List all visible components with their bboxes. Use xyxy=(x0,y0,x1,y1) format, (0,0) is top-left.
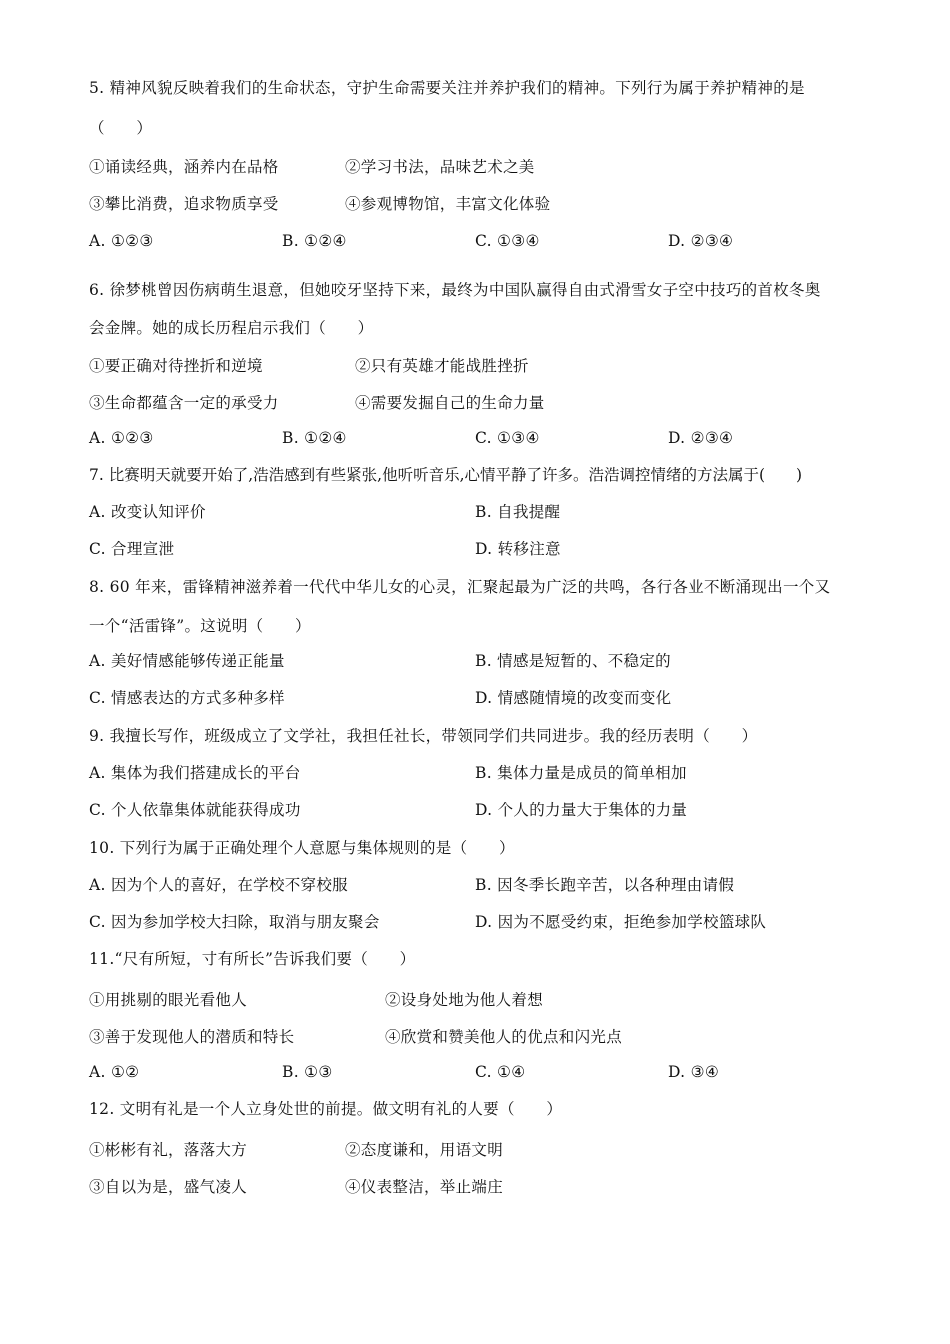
q10-option-a: A. 因为个人的喜好，在学校不穿校服 xyxy=(89,876,348,894)
q11-item-2: ②设身处地为他人着想 xyxy=(385,991,544,1009)
q6-item-1: ①要正确对待挫折和逆境 xyxy=(89,357,263,375)
q12-item-2: ②态度谦和，用语文明 xyxy=(345,1141,504,1159)
q10-option-b: B. 因冬季长跑辛苦，以各种理由请假 xyxy=(475,876,735,894)
q9-option-d: D. 个人的力量大于集体的力量 xyxy=(475,801,688,819)
q12-item-1: ①彬彬有礼，落落大方 xyxy=(89,1141,248,1159)
q12-stem: 12. 文明有礼是一个人立身处世的前提。做文明有礼的人要（ ） xyxy=(89,1100,563,1118)
q5-item-3: ③攀比消费，追求物质享受 xyxy=(89,195,279,213)
q11-option-a: A. ①② xyxy=(89,1063,140,1081)
q7-option-a: A. 改变认知评价 xyxy=(89,503,206,521)
q6-option-c: C. ①③④ xyxy=(475,429,540,447)
q9-stem: 9. 我擅长写作，班级成立了文学社，我担任社长，带领同学们共同进步。我的经历表明（ ） xyxy=(89,727,758,745)
q5-item-4: ④参观博物馆，丰富文化体验 xyxy=(345,195,551,213)
q5-option-a: A. ①②③ xyxy=(89,232,154,250)
q8-option-c: C. 情感表达的方式多种多样 xyxy=(89,689,285,707)
q6-stem-line-1: 6. 徐梦桃曾因伤病萌生退意，但她咬牙坚持下来，最终为中国队赢得自由式滑雪女子空中技巧的首枚冬奥 xyxy=(89,281,821,299)
q10-option-d: D. 因为不愿受约束，拒绝参加学校篮球队 xyxy=(475,913,767,931)
q6-item-4: ④需要发掘自己的生命力量 xyxy=(355,394,545,412)
q5-item-2: ②学习书法，品味艺术之美 xyxy=(345,158,535,176)
q12-item-4: ④仪表整洁，举止端庄 xyxy=(345,1178,504,1196)
q11-item-1: ①用挑剔的眼光看他人 xyxy=(89,991,248,1009)
q7-option-d: D. 转移注意 xyxy=(475,540,561,558)
q5-option-b: B. ①②④ xyxy=(282,232,347,250)
q7-option-b: B. 自我提醒 xyxy=(475,503,561,521)
q6-option-a: A. ①②③ xyxy=(89,429,154,447)
q7-stem: 7. 比赛明天就要开始了,浩浩感到有些紧张,他听听音乐,心情平静了许多。浩浩调控情绪的方法属于( ) xyxy=(89,466,803,484)
q7-option-c: C. 合理宣泄 xyxy=(89,540,175,558)
q6-option-b: B. ①②④ xyxy=(282,429,347,447)
q11-option-d: D. ③④ xyxy=(668,1063,720,1081)
q5-option-d: D. ②③④ xyxy=(668,232,734,250)
q6-item-3: ③生命都蕴含一定的承受力 xyxy=(89,394,279,412)
q9-option-a: A. 集体为我们搭建成长的平台 xyxy=(89,764,301,782)
q10-option-c: C. 因为参加学校大扫除，取消与朋友聚会 xyxy=(89,913,380,931)
q8-stem-line-1: 8. 60 年来，雷锋精神滋养着一代代中华儿女的心灵，汇聚起最为广泛的共鸣，各行各业不断涌现出一个又 xyxy=(89,578,831,596)
q6-stem-line-2: 会金牌。她的成长历程启示我们（ ） xyxy=(89,319,374,337)
q5-answer-blank: （ ） xyxy=(89,119,153,137)
q11-item-3: ③善于发现他人的潜质和特长 xyxy=(89,1028,295,1046)
q8-option-d: D. 情感随情境的改变而变化 xyxy=(475,689,672,707)
q8-stem-line-2: 一个“活雷锋”。这说明（ ） xyxy=(89,617,311,635)
q6-option-d: D. ②③④ xyxy=(668,429,734,447)
q8-option-b: B. 情感是短暂的、不稳定的 xyxy=(475,652,671,670)
q11-option-b: B. ①③ xyxy=(282,1063,333,1081)
q11-stem: 11.“尺有所短，寸有所长”告诉我们要（ ） xyxy=(89,950,416,968)
q5-stem: 5. 精神风貌反映着我们的生命状态，守护生命需要关注并养护我们的精神。下列行为属于养护精神的是 xyxy=(89,79,805,97)
q5-item-1: ①诵读经典，涵养内在品格 xyxy=(89,158,279,176)
q9-option-c: C. 个人依靠集体就能获得成功 xyxy=(89,801,301,819)
q8-option-a: A. 美好情感能够传递正能量 xyxy=(89,652,285,670)
q11-item-4: ④欣赏和赞美他人的优点和闪光点 xyxy=(385,1028,623,1046)
q12-item-3: ③自以为是，盛气凌人 xyxy=(89,1178,248,1196)
q10-stem: 10. 下列行为属于正确处理个人意愿与集体规则的是（ ） xyxy=(89,839,515,857)
q9-option-b: B. 集体力量是成员的简单相加 xyxy=(475,764,687,782)
q6-item-2: ②只有英雄才能战胜挫折 xyxy=(355,357,529,375)
q5-option-c: C. ①③④ xyxy=(475,232,540,250)
q11-option-c: C. ①④ xyxy=(475,1063,526,1081)
